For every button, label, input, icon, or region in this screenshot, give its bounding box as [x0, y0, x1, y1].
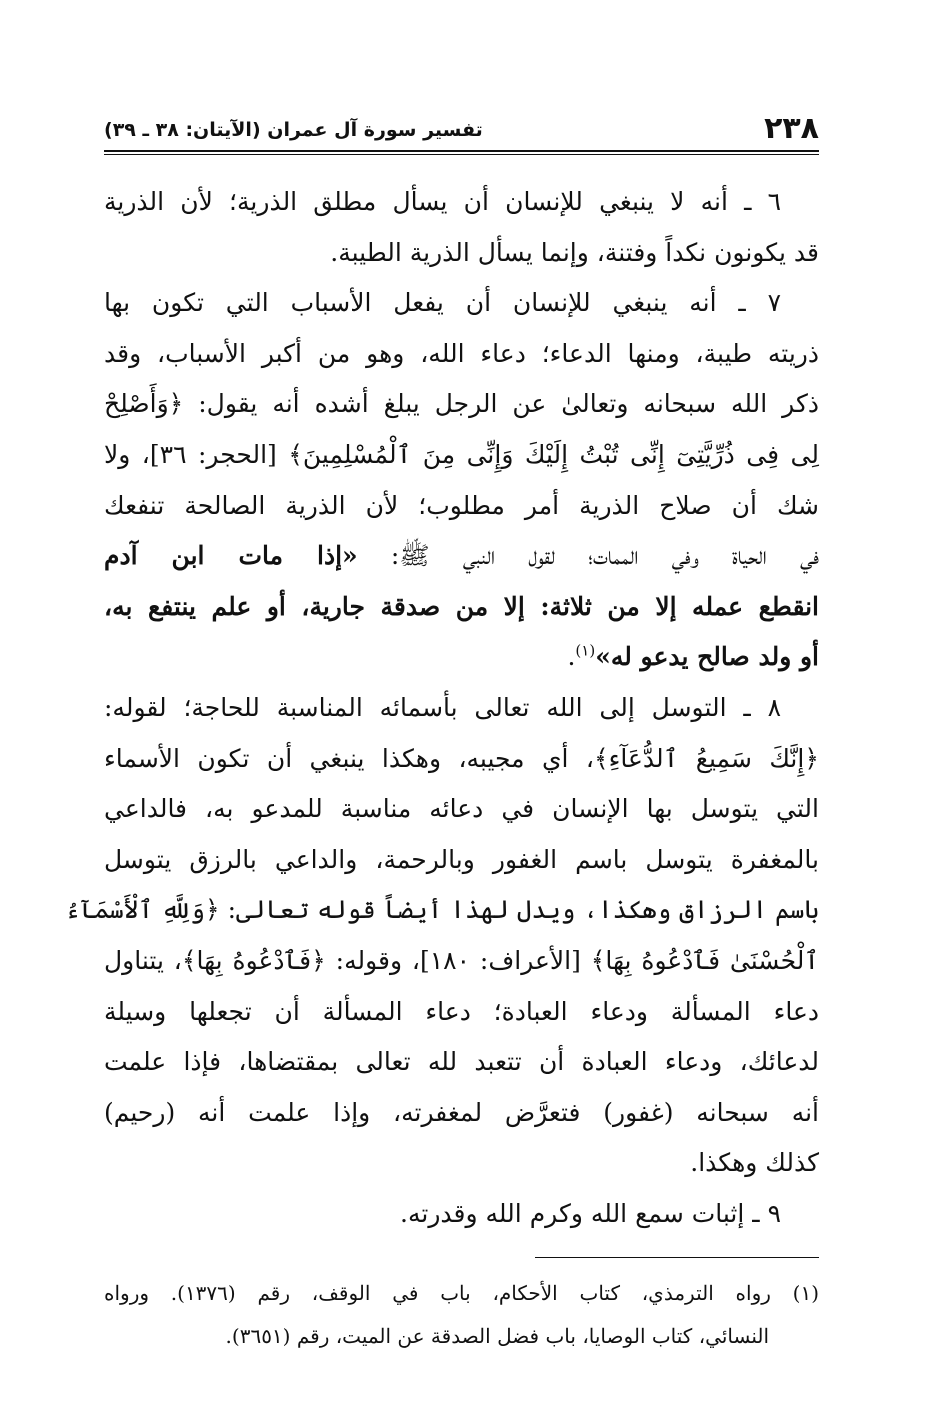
text-line: ٦ ـ أنه لا ينبغي للإنسان أن يسأل مطلق الذرية؛ لأن الذرية — [104, 187, 781, 216]
running-title: تفسير سورة آل عمران (الآيتان: ٣٨ ـ ٣٩) — [104, 119, 483, 141]
page-number: ٢٣٨ — [764, 111, 819, 146]
text-line: ٨ ـ التوسل إلى الله تعالى بأسمائه المناسبة للحاجة؛ لقوله: — [104, 692, 781, 722]
footnote-line: النسائي، كتاب الوصايا، باب فضل الصدقة عن الميت، رقم (٣٦٥١). — [225, 1324, 769, 1349]
paragraph-7 — [104, 278, 819, 683]
quran-verse-line: لِى فِى ذُرِّيَّتِىٓ إِنِّى تُبْتُ إِلَيْكَ وَإِنِّى مِنَ ٱلْمُسْلِمِينَ﴾ [الحجر: ٣٦]، ولا — [104, 439, 819, 469]
book-page — [65, 100, 820, 1358]
text-line: أنه سبحانه (غفور) فتعرَّض لمغفرته، وإذا علمت أنه (رحيم) — [104, 1097, 819, 1127]
text-line: قد يكونون نكداً وفتنة، وإنما يسأل الذرية الطيبة. — [330, 237, 819, 267]
text-line: كذلك وهكذا. — [690, 1148, 819, 1178]
header-rule — [104, 150, 819, 155]
paragraph-8 — [65, 683, 819, 1189]
text-line: لدعائك، ودعاء العبادة أن تتعبد لله تعالى بمقتضاها، فإذا علمت — [104, 1047, 819, 1077]
paragraph-9 — [104, 1189, 819, 1240]
text-segment: . — [567, 642, 576, 672]
footnotes — [104, 1272, 819, 1358]
paragraph-6 — [104, 177, 819, 278]
footnote-line: (١) رواه الترمذي، كتاب الأحكام، باب في الوقف، رقم (١٣٧٦). ورواه — [104, 1281, 819, 1306]
text-line: ذريته طيبة، ومنها الدعاء؛ دعاء الله، وهو من أكبر الأسباب، وقد — [104, 338, 819, 368]
footnote-rule — [535, 1257, 819, 1258]
hadith-text: أو ولد صالح يدعو له» — [595, 642, 819, 672]
text-segment: في الحياة وفي الممات؛ لقول النبي ﷺ: — [390, 541, 820, 571]
text-line — [104, 632, 819, 683]
text-line: ٩ ـ إثبات سمع الله وكرم الله وقدرته. — [400, 1198, 781, 1228]
footnote-marker[interactable]: (١) — [575, 642, 596, 661]
footnote-1 — [104, 1272, 819, 1358]
hadith-text: انقطع عمله إلا من ثلاثة: إلا من صدقة جارية، أو علم ينتفع به، — [104, 591, 819, 621]
text-line: ﴿إِنَّكَ سَمِيعُ ٱلدُّعَآءِ﴾، أي مجيبه، وهكذا ينبغي أن تكون الأسماء — [104, 743, 819, 773]
hadith-text: «إذا مات ابن آدم — [104, 541, 358, 571]
text-line: ذكر الله سبحانه وتعالىٰ عن الرجل يبلغ أشده أنه يقول: ﴿وَأَصْلِحْ — [104, 389, 819, 419]
quran-verse-line: ٱلْحُسْنَىٰ فَٱدْعُوهُ بِهَا﴾ [الأعراف: ١٨٠]، وقوله: ﴿فَٱدْعُوهُ بِهَا﴾، يتناول — [104, 945, 819, 975]
text-line: بالمغفرة يتوسل باسم الغفور وبالرحمة، والداعي بالرزق يتوسل — [104, 844, 819, 874]
text-line: ٧ ـ أنه ينبغي للإنسان أن يفعل الأسباب التي تكون بها — [104, 288, 781, 318]
body-text — [65, 177, 820, 1239]
text-line: دعاء المسألة ودعاء العبادة؛ دعاء المسألة أن تجعلها وسيلة — [104, 996, 819, 1026]
text-line: التي يتوسل بها الإنسان في دعائه مناسبة للمدعو به، فالداعي — [104, 794, 819, 824]
text-line: باسم الرزاق وهكذا، ويدل لهذا أيضاً قوله تعالى: ﴿وَلِلَّهِ ٱلْأَسْمَآءُ — [65, 895, 819, 925]
text-line — [104, 531, 819, 582]
page-header — [104, 100, 819, 144]
text-line: شك أن صلاح الذرية أمر مطلوب؛ لأن الذرية الصالحة تنفعك — [104, 490, 819, 520]
